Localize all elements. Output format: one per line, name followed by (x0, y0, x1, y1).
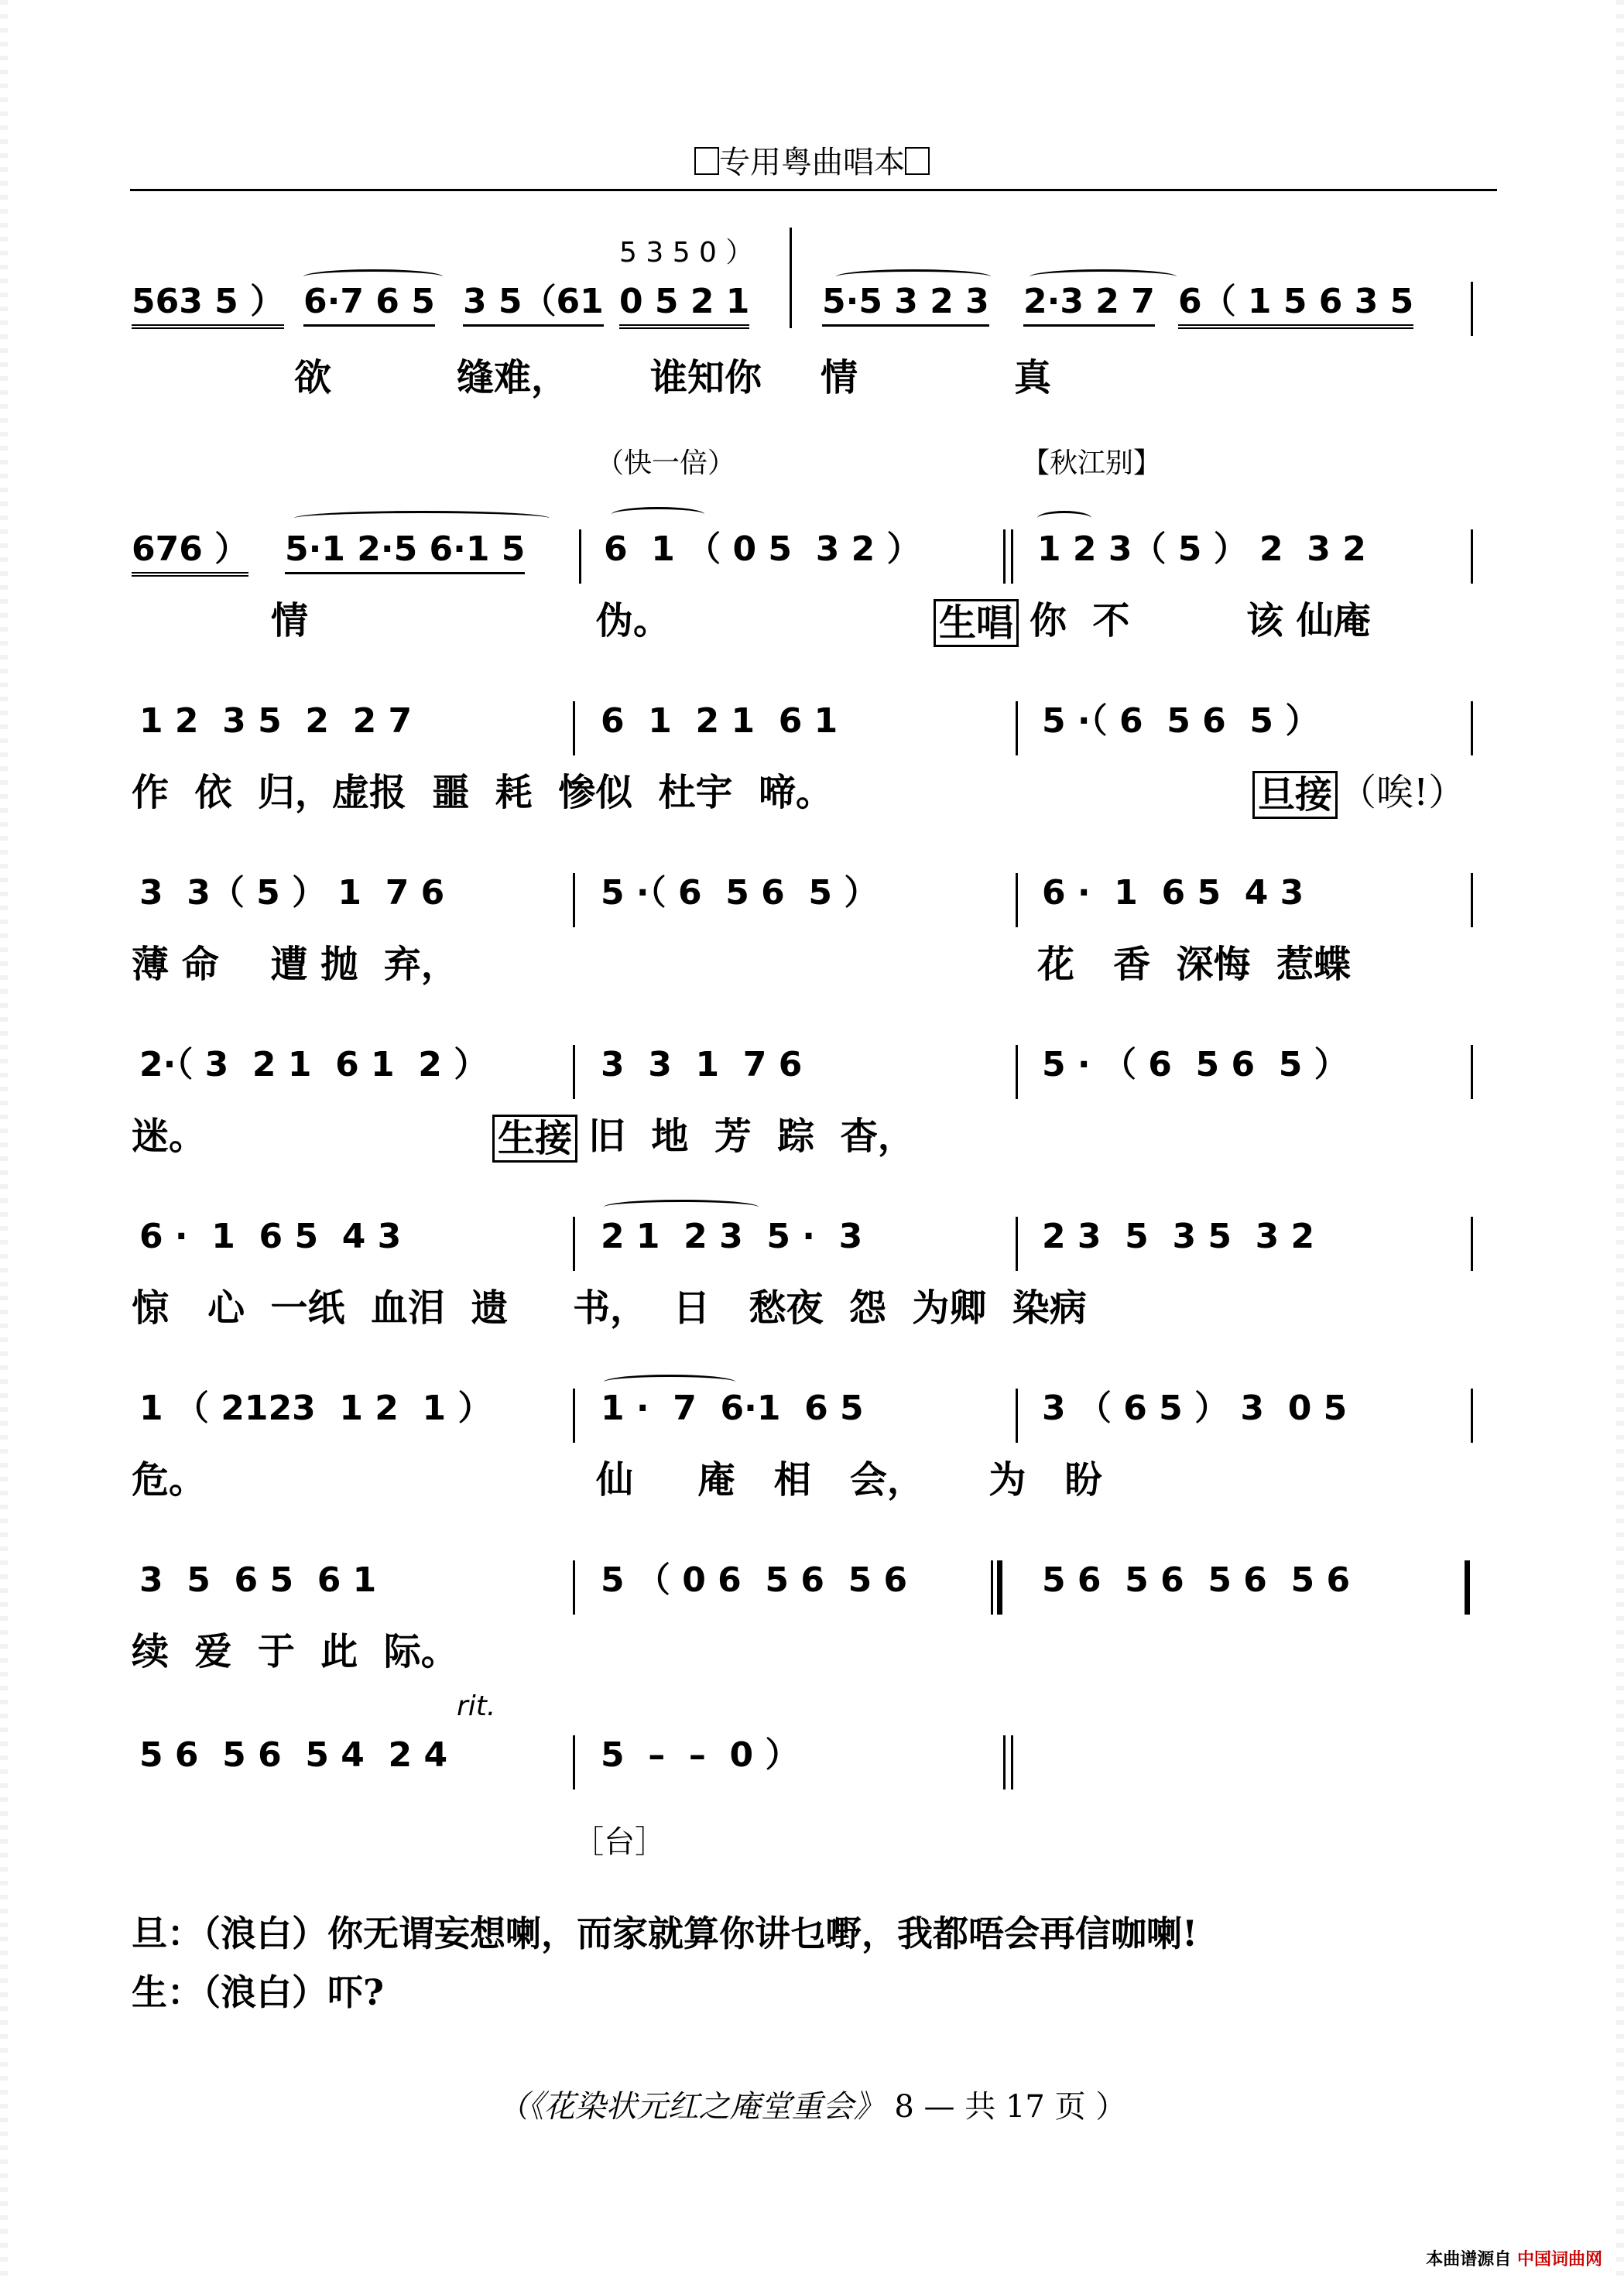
barline (573, 873, 575, 927)
notation-system-9 (132, 1735, 1478, 1813)
notation-system-7 (132, 1389, 1478, 1466)
notation-system-5 (132, 1045, 1478, 1122)
right-border-decoration (1616, 0, 1624, 2281)
page-header (0, 138, 1624, 182)
lyric: 情 (271, 599, 309, 642)
note-group: 6（ 1 5 6 3 5 (1178, 282, 1413, 329)
slur (612, 507, 704, 522)
header-rule (130, 189, 1497, 191)
repeat-barline (997, 1560, 1002, 1615)
left-border-decoration (0, 0, 8, 2281)
ritardando-annotation: rit. (457, 1690, 496, 1722)
note-group: 2·（ 3 2 1 6 1 2 ） (139, 1045, 488, 1084)
lyric: 续 爱 于 此 际。 (132, 1630, 458, 1673)
role-tag-sheng: 生唱 (934, 599, 1019, 647)
barline (1471, 282, 1473, 336)
slur (1037, 511, 1091, 526)
lyric: 情 (821, 356, 858, 399)
slur (604, 1200, 759, 1214)
lyric: 欲 (294, 356, 332, 399)
note-group: 1 2 3（ 5 ） 2 3 2 (1037, 529, 1366, 569)
barline (1003, 1735, 1006, 1790)
lyric: 该 仙庵 (1246, 599, 1371, 642)
note-group: 5 · （ 6 5 6 5 ） (1042, 1045, 1348, 1084)
header-box-left (694, 147, 719, 175)
barline (573, 1217, 575, 1271)
barline (573, 1735, 575, 1790)
note-group: 5 6 5 6 5 6 5 6 (1042, 1560, 1351, 1600)
lyric: 缝难， (457, 356, 569, 399)
role-tag-sheng: 生接 (492, 1115, 577, 1163)
role-tag-dan: 旦接 (1252, 771, 1338, 819)
header-title: 专用粤曲唱本 (719, 145, 905, 180)
note-group: 6 1 （ 0 5 3 2 ） (604, 529, 921, 569)
page-footer (0, 2082, 1624, 2126)
note-group: 5·5 3 2 3 (822, 282, 989, 327)
note-group: 0 5 2 1 (619, 282, 749, 329)
barline (1016, 1217, 1018, 1271)
slur (604, 1375, 735, 1389)
lyric: 你 不 (1030, 599, 1130, 642)
barline (1471, 529, 1473, 584)
notation-system-2 (132, 529, 1478, 607)
note-group: 2·3 2 7 (1023, 282, 1155, 327)
lyric: 旧 地 芳 踪 杳， (588, 1115, 915, 1158)
notation-system-3 (132, 701, 1478, 779)
note-group: 2 3 5 3 5 3 2 (1042, 1217, 1315, 1256)
note-group: 6 · 1 6 5 4 3 (139, 1217, 402, 1256)
note-group: 3 5（61 (463, 282, 604, 327)
barline (1016, 1389, 1018, 1443)
lyric: 迷。 (132, 1115, 207, 1158)
lyric: 薄 命 遭 抛 弃， (132, 943, 458, 986)
notation-system-4 (132, 873, 1478, 950)
lyric: 危。 (132, 1458, 207, 1502)
barline (1471, 873, 1473, 927)
lyric: 作 依 归，虚报 噩 耗 惨似 杜宇 啼。 (132, 771, 833, 814)
note-group: 3 5 6 5 6 1 (139, 1560, 377, 1600)
credit-left: 本曲谱源自 (1426, 2250, 1512, 2269)
slur (294, 511, 550, 526)
lyric: （唉!） (1339, 771, 1466, 814)
notation-system-8 (132, 1560, 1478, 1638)
small-annotation-notes: 5 3 5 0 ） (619, 237, 754, 269)
repeat-barline (991, 1560, 993, 1615)
note-group: 6 · 1 6 5 4 3 (1042, 873, 1304, 913)
notation-system-6 (132, 1217, 1478, 1294)
barline (1016, 873, 1018, 927)
note-group: 5 （ 0 6 5 6 5 6 (601, 1560, 908, 1600)
note-group: 1 · 7 6·1 6 5 (601, 1389, 864, 1428)
credit-site-link[interactable]: 中国词曲网 (1516, 2250, 1602, 2269)
barline (1011, 1735, 1013, 1790)
lyric: 谁知你 (650, 356, 762, 399)
notation-system-1 (132, 282, 1478, 375)
barline (1016, 1045, 1018, 1099)
note-group: 5·1 2·5 6·1 5 (285, 529, 525, 574)
barline (1003, 529, 1006, 584)
lyric: 惊 心 一纸 血泪 遗 书， 日 愁夜 怨 为卿 染病 (132, 1286, 1087, 1330)
note-group: 1 2 3 5 2 2 7 (139, 701, 413, 741)
barline (1016, 701, 1018, 755)
barline (790, 228, 792, 328)
note-group: 3 3（ 5 ） 1 7 6 (139, 873, 445, 913)
note-group: 5 – – 0 ） (601, 1735, 800, 1775)
repeat-barline (1465, 1560, 1470, 1615)
stage-direction: ［台］ (573, 1824, 666, 1860)
note-group: 676 ） (132, 529, 248, 577)
barline (1471, 701, 1473, 755)
note-group: 3 （ 6 5 ） 3 0 5 (1042, 1389, 1348, 1428)
footer-title: （《花染状元红之庵堂重会》 (497, 2089, 885, 2125)
header-box-right (905, 147, 930, 175)
barline (1471, 1389, 1473, 1443)
barline (1471, 1045, 1473, 1099)
lyric: 真 (1014, 356, 1052, 399)
barline (1011, 529, 1013, 584)
source-credit (1426, 2246, 1602, 2270)
note-group: 1 （ 2123 1 2 1 ） (139, 1389, 492, 1428)
note-group: 563 5 ） (132, 282, 284, 329)
dialogue-line: 生：（浪白）吓? (132, 1971, 384, 2013)
dialogue-line: 旦：（浪白）你无谓妄想喇，而家就算你讲乜嘢，我都唔会再信咖喇! (132, 1913, 1198, 1954)
barline (573, 1045, 575, 1099)
barline (579, 529, 581, 584)
lyric: 伪。 (596, 599, 671, 642)
lyric: 花 香 深悔 惹蝶 (1037, 943, 1351, 986)
note-group: 5 ·（ 6 5 6 5 ） (601, 873, 879, 913)
note-group: 6 1 2 1 6 1 (601, 701, 838, 741)
note-group: 2 1 2 3 5 · 3 (601, 1217, 863, 1256)
barline (573, 1389, 575, 1443)
barline (573, 1560, 575, 1615)
note-group: 5 6 5 6 5 4 2 4 (139, 1735, 448, 1775)
barline (1471, 1217, 1473, 1271)
note-group: 6·7 6 5 (303, 282, 435, 327)
note-group: 3 3 1 7 6 (601, 1045, 803, 1084)
tempo-annotation: （快一倍） (596, 447, 736, 479)
tune-name-annotation: 【秋江别】 (1022, 447, 1162, 479)
footer-page: 8 — 共 17 页 ） (894, 2089, 1127, 2125)
barline (573, 701, 575, 755)
lyric: 仙 庵 相 会， 为 盼 (596, 1458, 1102, 1502)
note-group: 5 ·（ 6 5 6 5 ） (1042, 701, 1320, 741)
